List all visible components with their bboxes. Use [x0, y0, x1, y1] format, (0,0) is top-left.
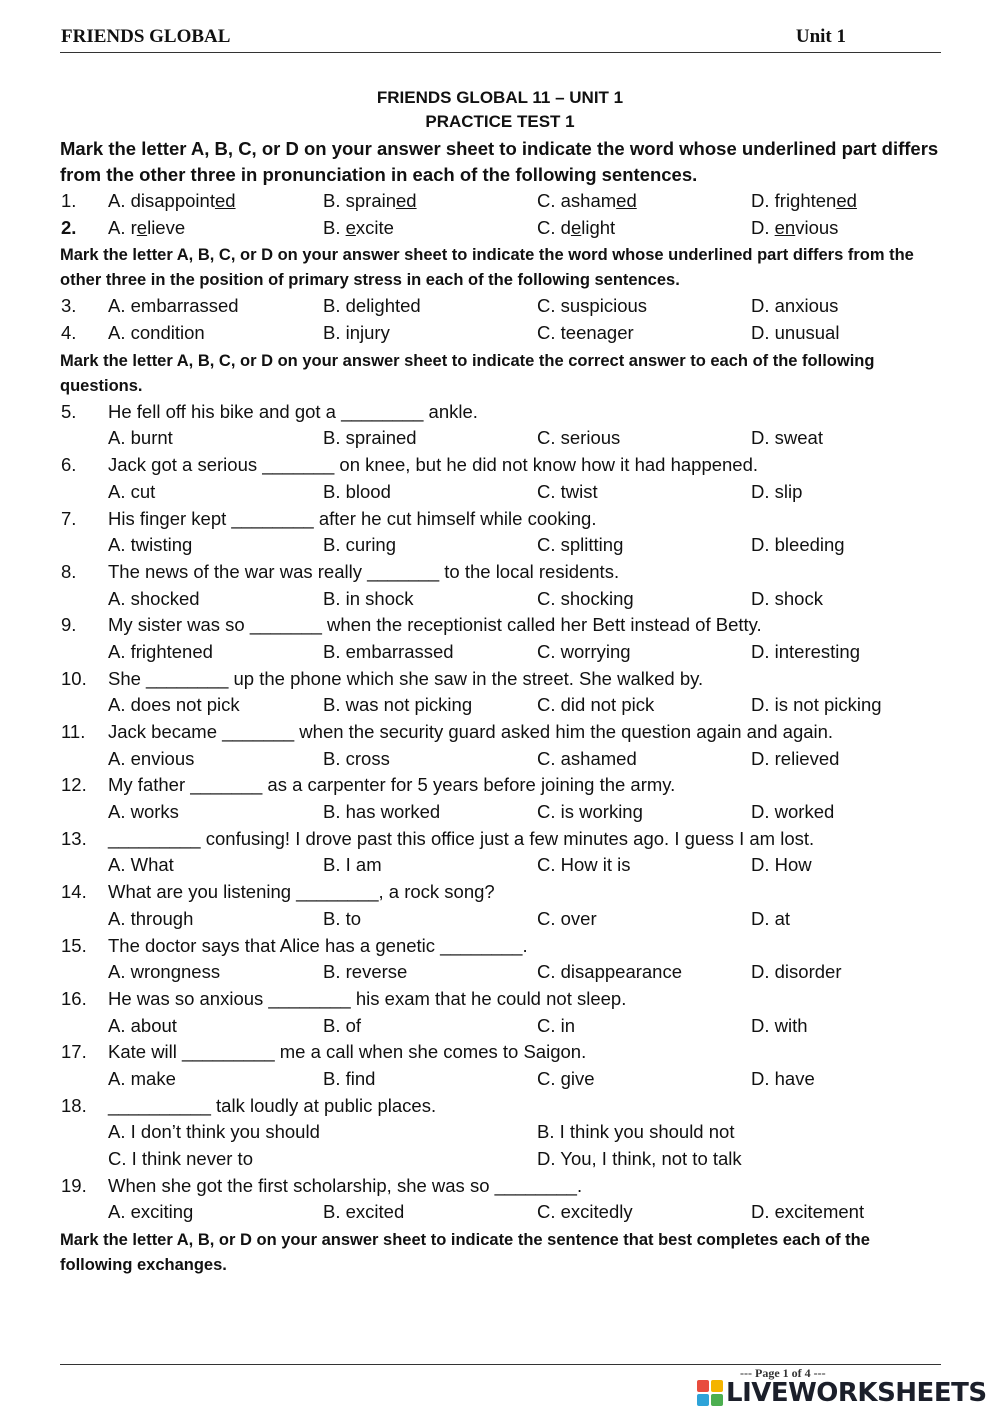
question-number: 3. [61, 295, 77, 317]
question-number: 18. [61, 1094, 87, 1116]
option-d[interactable]: D. disorder [751, 961, 842, 983]
option-d[interactable]: D. shock [751, 587, 823, 609]
option-a[interactable]: A. What [108, 854, 174, 876]
question-stem: The news of the war was really _______ to the local residents. [108, 560, 620, 582]
header-book-title: FRIENDS GLOBAL [61, 26, 231, 47]
question-stem: He fell off his bike and got a ________ ankle. [108, 400, 478, 422]
options-row [60, 1119, 940, 1146]
option-a[interactable]: A. I don’t think you should [108, 1121, 320, 1143]
question-stem: She ________ up the phone which she saw in the street. She walked by. [108, 667, 704, 689]
question-row [60, 666, 940, 693]
question-number: 19. [61, 1174, 87, 1196]
question-number: 9. [61, 614, 77, 636]
option-d[interactable]: D. sweat [751, 427, 823, 449]
option-d[interactable]: D. worked [751, 801, 835, 823]
option-a[interactable]: A. burnt [108, 427, 173, 449]
logo-square [711, 1394, 723, 1406]
option-a[interactable]: A. condition [108, 322, 205, 344]
section-4-instruction: Mark the letter A, B, or D on your answer sheet to indicate the sentence that best completes each of the following exchanges. [60, 1231, 870, 1275]
option-b[interactable]: B. has worked [323, 801, 441, 823]
option-a[interactable]: A. disappointed [108, 190, 236, 211]
option-d[interactable]: D. You, I think, not to talk [537, 1148, 742, 1169]
question-stem: The doctor says that Alice has a genetic ________. [108, 934, 528, 956]
question-row [60, 506, 940, 533]
question-row [60, 1039, 940, 1066]
option-c[interactable]: C. suspicious [537, 295, 648, 317]
option-b[interactable]: B. cross [323, 747, 390, 769]
question-row [60, 612, 940, 639]
option-c[interactable]: C. excitedly [537, 1201, 633, 1223]
option-c[interactable]: C. teenager [537, 322, 634, 344]
question-number: 12. [61, 774, 87, 796]
question-row [60, 215, 940, 242]
test-subtitle: PRACTICE TEST 1 [425, 112, 575, 131]
question-stem: My sister was so _______ when the receptionist called her Bett instead of Betty. [108, 614, 762, 636]
question-stem: Jack became _______ when the security guard asked him the question again and again. [108, 721, 834, 742]
question-stem: _________ confusing! I drove past this office just a few minutes ago. I guess I am lost. [108, 827, 815, 849]
header-unit: Unit 1 [795, 26, 846, 47]
option-c[interactable]: C. in [537, 1014, 576, 1036]
option-d[interactable]: D. How [751, 854, 812, 876]
option-b[interactable]: B. in shock [323, 587, 414, 609]
option-d[interactable]: D. relieved [751, 747, 840, 769]
option-a[interactable]: A. make [108, 1067, 176, 1089]
option-d[interactable]: D. envious [751, 216, 839, 238]
option-a[interactable]: A. envious [108, 747, 195, 769]
option-a[interactable]: A. frightened [108, 640, 213, 662]
section-2-questions [60, 293, 940, 346]
question-row [60, 1093, 940, 1120]
question-number: 4. [61, 322, 77, 344]
option-c[interactable]: C. delight [537, 216, 616, 238]
option-b[interactable]: B. reverse [323, 961, 408, 983]
question-stem: He was so anxious ________ his exam that he could not sleep. [108, 987, 627, 1009]
option-a[interactable]: A. does not pick [108, 694, 240, 716]
option-b[interactable]: B. embarrassed [323, 640, 454, 662]
options-row [60, 586, 940, 613]
option-d[interactable]: D. bleeding [751, 534, 845, 556]
options-row [60, 799, 940, 826]
question-row [60, 293, 940, 320]
options-row [60, 1013, 940, 1040]
option-b[interactable]: B. to [323, 907, 362, 929]
option-a[interactable]: A. cut [108, 480, 156, 502]
option-c[interactable]: C. ashamed [537, 747, 637, 769]
question-number: 2. [61, 216, 77, 238]
option-d[interactable]: D. have [751, 1067, 815, 1089]
options-row [60, 852, 940, 879]
options-row [60, 1199, 940, 1226]
options-row [60, 425, 940, 452]
option-c[interactable]: C. I think never to [108, 1148, 253, 1169]
options-row [60, 1146, 940, 1173]
option-d[interactable]: D. interesting [751, 640, 860, 662]
option-c[interactable]: C. disappearance [537, 961, 683, 983]
option-a[interactable]: A. shocked [108, 587, 200, 609]
option-b[interactable]: B. blood [323, 480, 391, 502]
question-row [60, 188, 940, 215]
options-row [60, 692, 940, 719]
option-c[interactable]: C. serious [537, 427, 621, 449]
option-c[interactable]: C. ashamed [537, 190, 637, 211]
option-a[interactable]: A. wrongness [108, 961, 221, 983]
options-row [60, 479, 940, 506]
question-row [60, 826, 940, 853]
options-row [60, 1066, 940, 1093]
option-b[interactable]: B. excite [323, 216, 394, 238]
question-stem: His finger kept ________ after he cut himself while cooking. [108, 507, 597, 529]
section-1-instruction: Mark the letter A, B, C, or D on your answer sheet to indicate the word whose underlined part differs from the other three in pronunciation in each of the following sentences. [60, 138, 939, 185]
question-stem: My father _______ as a carpenter for 5 years before joining the army. [108, 774, 676, 796]
liveworksheets-logo-icon [697, 1380, 723, 1406]
option-b[interactable]: B. injury [323, 322, 390, 344]
option-d[interactable]: D. is not picking [751, 694, 882, 716]
option-d[interactable]: D. frightened [751, 190, 857, 211]
option-d[interactable]: D. unusual [751, 322, 840, 344]
logo-square [697, 1380, 709, 1392]
option-b[interactable]: B. I think you should not [537, 1121, 735, 1143]
section-3-questions [60, 399, 940, 1226]
options-row [60, 746, 940, 773]
option-c[interactable]: C. How it is [537, 854, 631, 876]
option-a[interactable]: A. works [108, 801, 179, 823]
question-row [60, 1173, 940, 1200]
page-header [60, 26, 941, 53]
question-number: 11. [61, 721, 86, 742]
option-a[interactable]: A. about [108, 1014, 177, 1036]
option-b[interactable]: B. of [323, 1014, 362, 1036]
question-number: 8. [61, 560, 77, 582]
option-d[interactable]: D. excitement [751, 1201, 865, 1223]
option-c[interactable]: C. shocking [537, 587, 634, 609]
question-stem: Jack got a serious _______ on knee, but he did not know how it had happened. [108, 454, 759, 476]
question-number: 15. [61, 934, 87, 956]
option-b[interactable]: B. sprained [323, 190, 417, 211]
question-row [60, 772, 940, 799]
question-number: 7. [61, 507, 77, 529]
option-c[interactable]: C. give [537, 1067, 595, 1089]
option-c[interactable]: C. over [537, 907, 597, 929]
question-row [60, 879, 940, 906]
liveworksheets-brand[interactable] [697, 1378, 987, 1408]
section-3-instruction: Mark the letter A, B, C, or D on your answer sheet to indicate the correct answer to each of the following questions. [60, 351, 875, 395]
options-row [60, 639, 940, 666]
option-b[interactable]: B. find [323, 1067, 376, 1089]
question-row [60, 719, 940, 746]
question-number: 16. [61, 987, 87, 1009]
option-b[interactable]: B. I am [323, 854, 382, 876]
option-c[interactable]: C. twist [537, 480, 598, 502]
test-title: FRIENDS GLOBAL 11 – UNIT 1 [376, 88, 624, 107]
question-stem: When she got the first scholarship, she was so ________. [108, 1174, 583, 1196]
option-c[interactable]: C. splitting [537, 534, 624, 556]
logo-square [697, 1394, 709, 1406]
option-d[interactable]: D. slip [751, 480, 803, 502]
question-row [60, 399, 940, 426]
section-2-instruction: Mark the letter A, B, C, or D on your answer sheet to indicate the word whose underlined part differs from the other three in the position of primary stress in each of the following sentences. [60, 246, 914, 290]
option-a[interactable]: A. exciting [108, 1201, 194, 1223]
question-row [60, 559, 940, 586]
question-stem: What are you listening ________, a rock song? [108, 881, 495, 903]
logo-square [711, 1380, 723, 1392]
option-a[interactable]: A. twisting [108, 534, 193, 556]
option-b[interactable]: B. excited [323, 1201, 405, 1223]
question-number: 13. [61, 827, 87, 849]
option-d[interactable]: D. anxious [751, 295, 839, 317]
footer-divider [60, 1364, 941, 1365]
options-row [60, 532, 940, 559]
brand-name: LIVEWORKSHEETS [726, 1378, 987, 1408]
question-number: 5. [61, 400, 77, 422]
question-number: 14. [61, 881, 87, 903]
option-b[interactable]: B. was not picking [323, 694, 473, 716]
question-row [60, 986, 940, 1013]
worksheet-content [60, 86, 940, 1278]
option-b[interactable]: B. sprained [323, 427, 417, 449]
option-c[interactable]: C. is working [537, 801, 643, 823]
option-b[interactable]: B. curing [323, 534, 397, 556]
options-row [60, 959, 940, 986]
question-number: 10. [61, 667, 87, 689]
option-c[interactable]: C. did not pick [537, 694, 655, 716]
question-row [60, 320, 940, 347]
question-number: 1. [61, 190, 77, 211]
question-row [60, 452, 940, 479]
option-d[interactable]: D. at [751, 907, 791, 929]
question-number: 17. [61, 1041, 87, 1063]
option-b[interactable]: B. delighted [323, 295, 421, 317]
option-d[interactable]: D. with [751, 1014, 808, 1036]
option-a[interactable]: A. through [108, 907, 194, 929]
page-number: --- Page 1 of 4 --- [740, 1366, 826, 1380]
question-stem: Kate will _________ me a call when she comes to Saigon. [108, 1041, 587, 1063]
option-c[interactable]: C. worrying [537, 640, 631, 662]
question-number: 6. [61, 454, 77, 476]
question-stem: __________ talk loudly at public places. [108, 1094, 437, 1116]
options-row [60, 906, 940, 933]
question-row [60, 933, 940, 960]
option-a[interactable]: A. embarrassed [108, 295, 239, 317]
option-a[interactable]: A. relieve [108, 216, 186, 238]
